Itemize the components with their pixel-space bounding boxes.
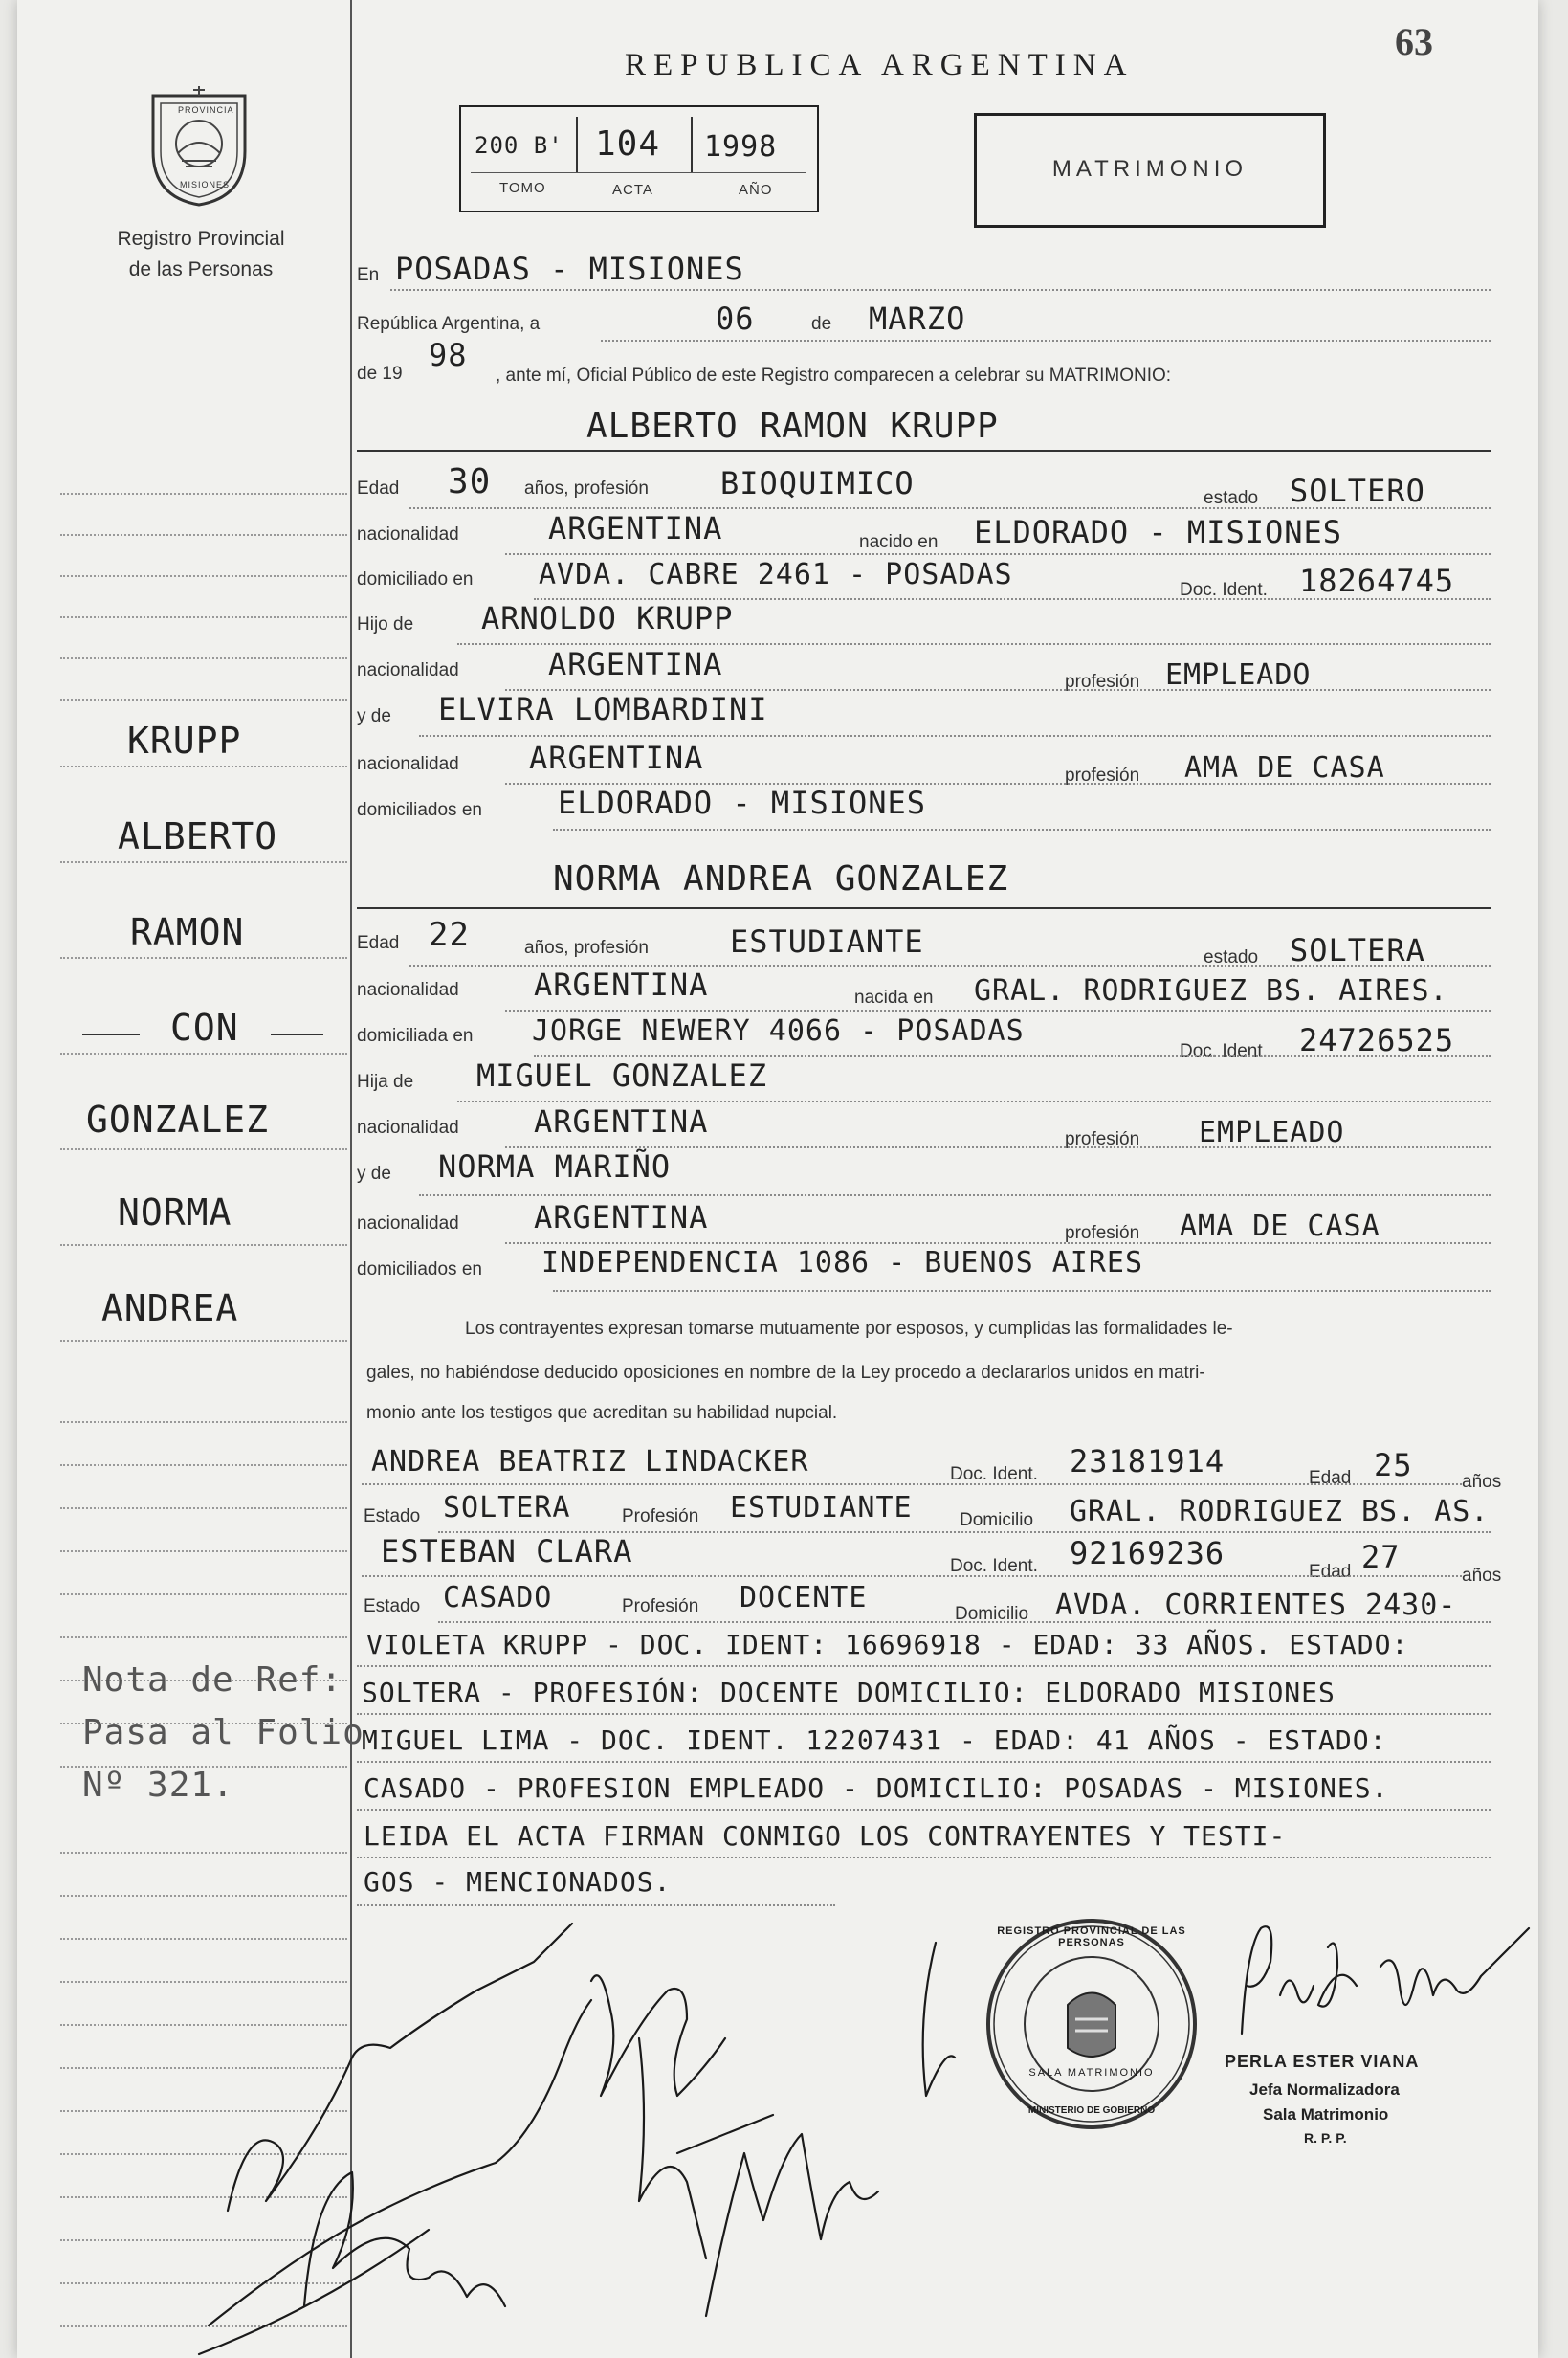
rule (409, 507, 1491, 509)
bride-mother-nationality: ARGENTINA (534, 1199, 709, 1235)
rule (357, 1665, 1491, 1667)
label-edad: Edad (357, 933, 400, 953)
tomo-label: TOMO (499, 180, 546, 196)
intro-ante-text: , ante mí, Oficial Público de este Registro comparecen a celebrar su MATRIMONIO: (496, 366, 1172, 386)
label-domicilio: Domicilio (955, 1604, 1029, 1624)
bride-birthplace: GRAL. RODRIGUEZ BS. AIRES. (974, 974, 1448, 1008)
groom-father-profession: EMPLEADO (1165, 658, 1312, 692)
bride-status: SOLTERA (1290, 932, 1425, 968)
label-anos: años (1462, 1566, 1502, 1586)
label-en: En (357, 265, 380, 285)
label-domiciliados-en: domiciliados en (357, 800, 482, 820)
margin-note-line-3: Nº 321. (82, 1766, 234, 1805)
extra-witness-line-3: MIGUEL LIMA - DOC. IDENT. 12207431 - EDAD: 41 AÑOS - ESTADO: (362, 1724, 1387, 1756)
margin-note-line-1: Nota de Ref: (82, 1660, 343, 1700)
extra-witness-line-5: LEIDA EL ACTA FIRMAN CONMIGO LOS CONTRAYENTES Y TESTI- (364, 1820, 1287, 1852)
groom-profession: BIOQUIMICO (720, 465, 915, 501)
rule (457, 643, 1491, 645)
act-type-box (974, 113, 1326, 228)
certificate-sheet (17, 0, 1538, 2358)
rule (357, 1857, 1491, 1858)
margin-name-2: ALBERTO (118, 815, 278, 857)
bride-age: 22 (429, 916, 470, 954)
logo-bottom-text: MISIONES (180, 180, 231, 189)
rule (362, 1575, 1462, 1577)
witness-2-profession: DOCENTE (740, 1581, 868, 1614)
bride-nationality: ARGENTINA (534, 967, 709, 1003)
witness-1-age: 25 (1374, 1447, 1413, 1483)
label-anos: años (1462, 1472, 1502, 1492)
groom-mother-profession: AMA DE CASA (1184, 751, 1385, 785)
label-edad: Edad (357, 478, 400, 499)
seal-bottom-text: MINISTERIO DE GOBIERNO (1027, 2105, 1156, 2116)
rule (419, 1194, 1491, 1196)
rule (357, 1713, 1491, 1715)
label-domiciliado-en: domiciliado en (357, 569, 474, 590)
label-anos-profesion: años, profesión (524, 478, 649, 499)
bride-profession: ESTUDIANTE (730, 923, 924, 960)
witness-2-age: 27 (1361, 1539, 1401, 1575)
logo-top-text: PROVINCIA (178, 105, 234, 115)
label-estado: estado (1204, 947, 1259, 968)
groom-doc: 18264745 (1299, 563, 1455, 599)
margin-note-line-2: Pasa al Folio (82, 1713, 364, 1752)
label-hija-de: Hija de (357, 1072, 414, 1092)
groom-age: 30 (448, 462, 492, 501)
groom-address: AVDA. CABRE 2461 - POSADAS (539, 558, 1013, 591)
margin-name-7: ANDREA (101, 1287, 239, 1329)
acta-value: 104 (595, 124, 661, 164)
label-nacionalidad: nacionalidad (357, 980, 459, 1000)
label-de: de (811, 314, 832, 334)
label-year-prefix: de 19 (357, 364, 403, 384)
seal-inner-text: SALA MATRIMONIO (1028, 2067, 1155, 2079)
witness-2-name: ESTEBAN CLARA (381, 1533, 633, 1569)
official-abbr: R. P. P. (1304, 2130, 1347, 2146)
label-nacionalidad: nacionalidad (357, 524, 459, 545)
label-estado: Estado (364, 1506, 421, 1526)
margin-name-5: GONZALEZ (86, 1099, 270, 1141)
witness-2-address: AVDA. CORRIENTES 2430- (1055, 1589, 1457, 1622)
registry-line-2: de las Personas (128, 258, 274, 280)
margin-name-6: NORMA (118, 1191, 232, 1234)
margin-dash-right (271, 1034, 323, 1035)
rule (553, 1290, 1491, 1292)
rule (505, 553, 1491, 555)
bride-father-nationality: ARGENTINA (534, 1103, 709, 1140)
label-profesion: profesión (1065, 1129, 1140, 1149)
rule (553, 829, 1491, 831)
intro-day: 06 (716, 300, 755, 337)
intro-place: POSADAS - MISIONES (395, 251, 744, 287)
record-box (459, 105, 819, 212)
margin-name-1: KRUPP (127, 720, 242, 762)
label-edad: Edad (1309, 1562, 1352, 1582)
groom-name: ALBERTO RAMON KRUPP (586, 407, 999, 446)
label-nacida-en: nacida en (854, 988, 934, 1008)
label-nacionalidad: nacionalidad (357, 660, 459, 680)
label-profesion: profesión (1065, 766, 1140, 786)
intro-month: MARZO (869, 300, 966, 337)
label-doc-ident: Doc. Ident. (950, 1464, 1038, 1484)
label-domicilio: Domicilio (960, 1510, 1034, 1530)
rule (505, 1010, 1491, 1012)
bride-parents-address: INDEPENDENCIA 1086 - BUENOS AIRES (541, 1246, 1144, 1279)
party-signatures (189, 1904, 974, 2358)
official-office: Sala Matrimonio (1263, 2105, 1389, 2124)
margin-name-3: RAMON (130, 911, 245, 953)
witness-2-doc: 92169236 (1070, 1535, 1226, 1571)
anio-label: AÑO (739, 182, 773, 198)
label-doc-ident: Doc. Ident. (1180, 1041, 1268, 1061)
witness-2-status: CASADO (443, 1581, 553, 1614)
bride-name: NORMA ANDREA GONZALEZ (553, 859, 1009, 899)
statement-line-1: Los contrayentes expresan tomarse mutuamente por esposos, y cumplidas las formalidades le- (465, 1319, 1233, 1339)
label-nacionalidad: nacionalidad (357, 1213, 459, 1234)
label-estado: estado (1204, 488, 1259, 508)
groom-mother: ELVIRA LOMBARDINI (438, 691, 768, 727)
witness-1-address: GRAL. RODRIGUEZ BS. AS. (1070, 1495, 1490, 1528)
label-nacido-en: nacido en (859, 532, 939, 552)
bride-mother: NORMA MARIÑO (438, 1148, 672, 1185)
bride-father: MIGUEL GONZALEZ (476, 1057, 767, 1094)
statement-line-2: gales, no habiéndose deducido oposiciones en nombre de la Ley procedo a declararlos unidos en matri- (366, 1363, 1205, 1383)
seal-outer-text: REGISTRO PROVINCIAL DE LAS PERSONAS (997, 1925, 1186, 1948)
margin-name-4: CON (170, 1007, 239, 1049)
rule (505, 1242, 1491, 1244)
groom-father-nationality: ARGENTINA (548, 646, 723, 682)
official-signature (1223, 1909, 1548, 2053)
rule (357, 1761, 1491, 1763)
registry-line-1: Registro Provincial (117, 228, 285, 250)
province-logo (144, 84, 254, 209)
groom-birthplace: ELDORADO - MISIONES (974, 514, 1343, 550)
intro-year: 98 (429, 337, 468, 373)
label-domiciliados-en: domiciliados en (357, 1259, 482, 1279)
official-seal (982, 1914, 1202, 2134)
label-anos-profesion: años, profesión (524, 938, 649, 958)
extra-witness-line-4: CASADO - PROFESION EMPLEADO - DOMICILIO: POSADAS - MISIONES. (364, 1772, 1389, 1804)
label-y-de: y de (357, 1164, 391, 1184)
official-name: PERLA ESTER VIANA (1225, 2052, 1420, 2071)
rule (601, 340, 1491, 342)
label-doc-ident: Doc. Ident. (1180, 580, 1268, 600)
label-profesion: profesión (1065, 672, 1140, 692)
witness-1-doc: 23181914 (1070, 1443, 1226, 1479)
tomo-value: 200 B' (475, 132, 563, 159)
groom-parents-address: ELDORADO - MISIONES (558, 785, 927, 821)
witness-1-name: ANDREA BEATRIZ LINDACKER (371, 1445, 809, 1479)
country-title: REPUBLICA ARGENTINA (625, 48, 1135, 82)
label-profesion: Profesión (622, 1506, 699, 1526)
groom-mother-nationality: ARGENTINA (529, 740, 704, 776)
statement-line-3: monio ante los testigos que acreditan su habilidad nupcial. (366, 1403, 838, 1423)
witness-1-profession: ESTUDIANTE (730, 1491, 913, 1524)
label-profesion: profesión (1065, 1223, 1140, 1243)
anio-value: 1998 (704, 130, 778, 164)
label-edad: Edad (1309, 1468, 1352, 1488)
section-rule (357, 907, 1491, 909)
label-doc-ident: Doc. Ident. (950, 1556, 1038, 1576)
acta-label: ACTA (612, 182, 653, 198)
label-domiciliada-en: domiciliada en (357, 1026, 474, 1046)
section-rule (357, 450, 1491, 452)
rule (457, 1101, 1491, 1102)
act-type: MATRIMONIO (1051, 156, 1248, 182)
official-title: Jefa Normalizadora (1249, 2080, 1400, 2099)
extra-witness-line-2: SOLTERA - PROFESIÓN: DOCENTE DOMICILIO: ELDORADO MISIONES (362, 1677, 1336, 1708)
bride-address: JORGE NEWERY 4066 - POSADAS (532, 1014, 1025, 1048)
bride-doc: 24726525 (1299, 1022, 1455, 1058)
label-republica: República Argentina, a (357, 314, 541, 334)
rule (438, 1621, 1491, 1623)
rule (362, 1483, 1462, 1485)
label-estado: Estado (364, 1596, 421, 1616)
rule (419, 735, 1491, 737)
extra-witness-line-6: GOS - MENCIONADOS. (364, 1866, 672, 1898)
margin-dash-left (82, 1034, 140, 1035)
groom-status: SOLTERO (1290, 473, 1425, 509)
bride-father-profession: EMPLEADO (1199, 1116, 1345, 1149)
label-nacionalidad: nacionalidad (357, 1118, 459, 1138)
groom-father: ARNOLDO KRUPP (481, 600, 734, 636)
groom-nationality: ARGENTINA (548, 510, 723, 546)
label-nacionalidad: nacionalidad (357, 754, 459, 774)
rule (357, 1809, 1491, 1811)
bride-mother-profession: AMA DE CASA (1180, 1210, 1380, 1243)
rule (534, 1055, 1491, 1057)
label-profesion: Profesión (622, 1596, 699, 1616)
extra-witness-line-1: VIOLETA KRUPP - DOC. IDENT: 16696918 - EDAD: 33 AÑOS. ESTADO: (366, 1629, 1409, 1660)
label-hijo-de: Hijo de (357, 614, 414, 634)
page-number: 63 (1395, 20, 1433, 63)
label-y-de: y de (357, 706, 391, 726)
rule (390, 289, 1491, 291)
witness-1-status: SOLTERA (443, 1491, 571, 1524)
